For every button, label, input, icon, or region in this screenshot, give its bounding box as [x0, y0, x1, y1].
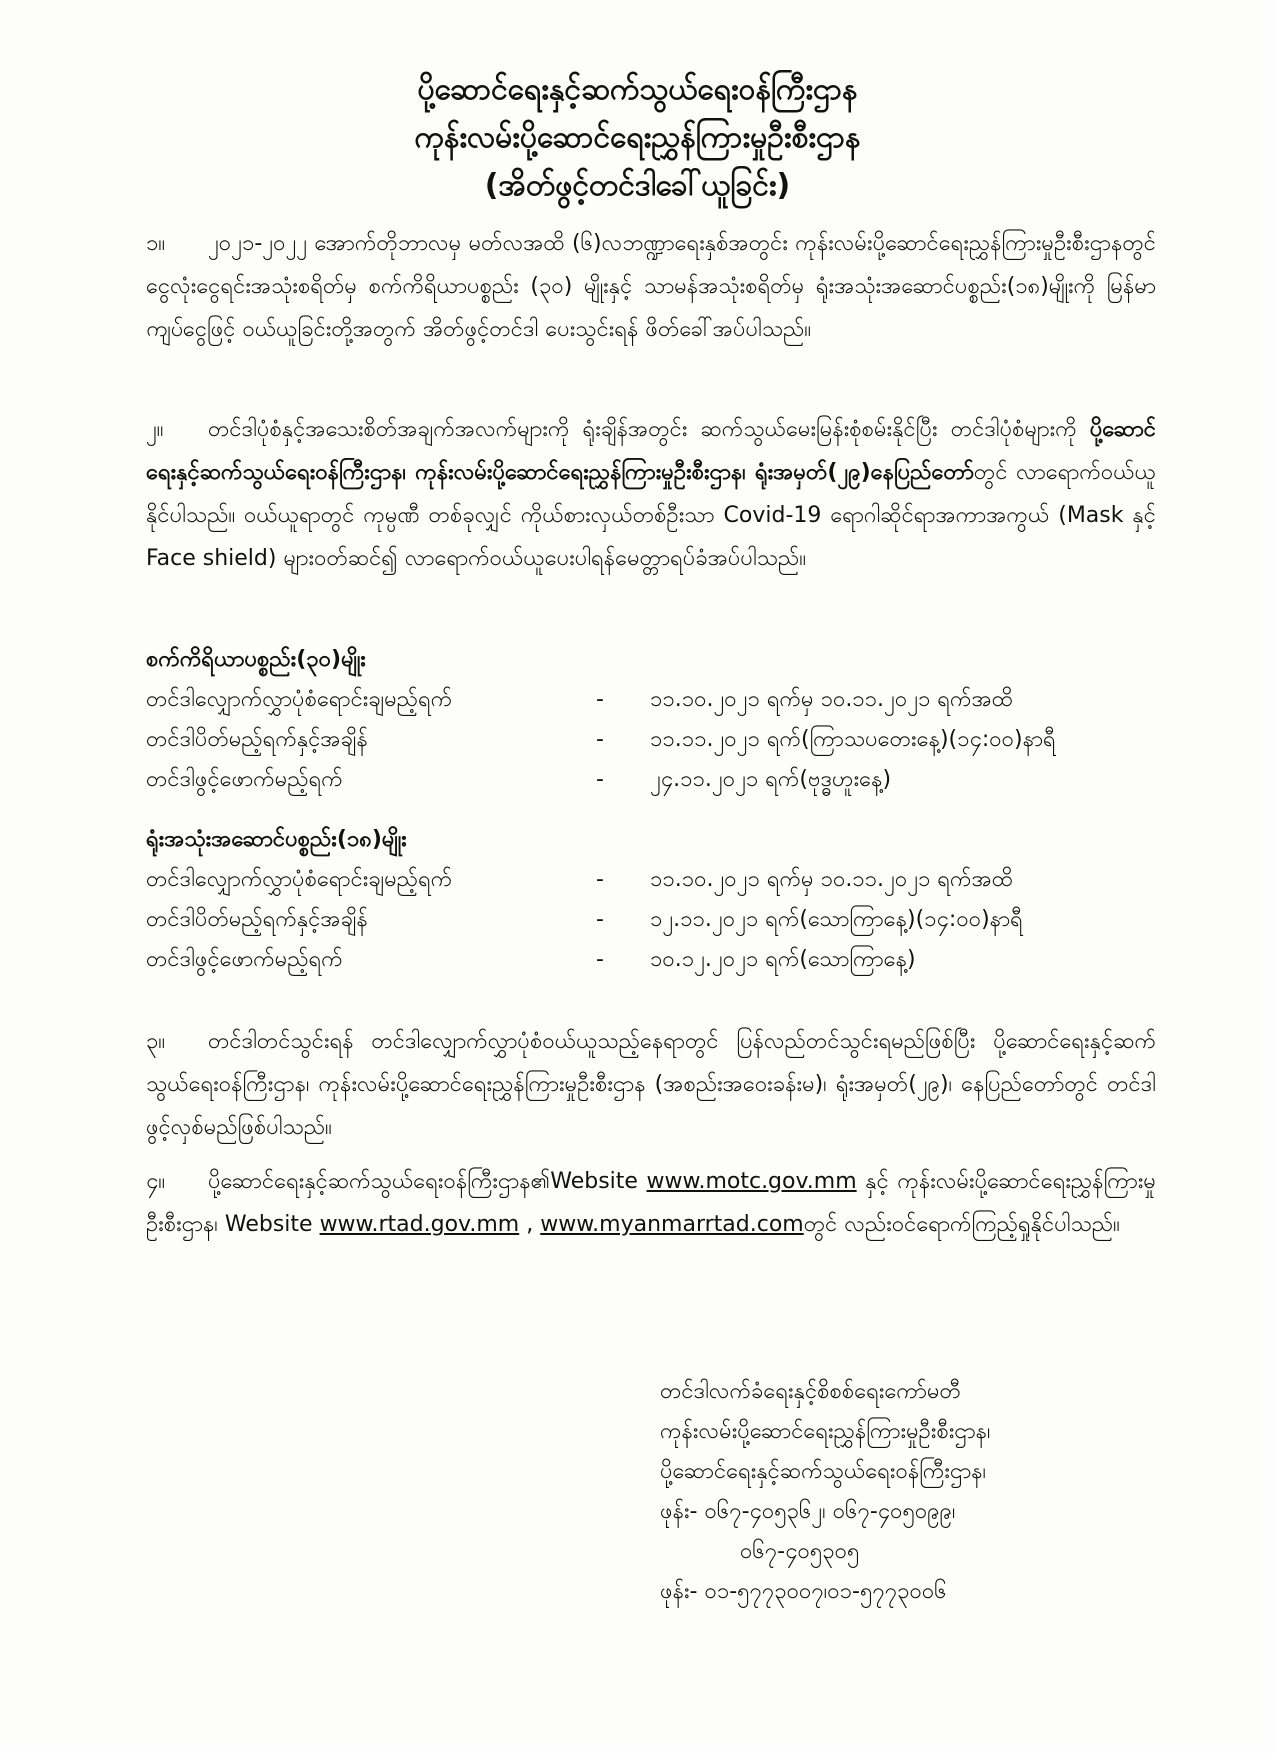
schedule-dash: -	[596, 727, 604, 752]
notice-title: (အိတ်ဖွင့်တင်ဒါခေါ်ယူခြင်း)	[484, 168, 791, 203]
schedule-label: တင်ဒါလျှောက်လွှာပုံစံရောင်းချမည့်ရက်	[146, 687, 453, 712]
phone-line-3: ဖုန်း- ၀၁-၅၇၇၃၀၀၇၊၀၁-၅၇၇၃၀၀၆	[660, 1579, 947, 1604]
paragraph-text: တင်ဒါတင်သွင်းရန် တင်ဒါလျှောက်လွှာပုံစံဝယ်ယူသည့်နေရာတွင် ပြန်လည်တင်သွင်းရမည်ဖြစ်ပြီး ပို့ဆောင်ရေးနှင့်ဆက်သွယ်ရေးဝန်ကြီးဌာန၊ ကုန်းလမ်းပို့ဆောင်ရေးညွှန်ကြားမှုဦးစီးဌာန (အစည်းအဝေးခန်းမ)၊ ရုံးအမှတ်(၂၉)၊ နေပြည်တော်တွင် တင်ဒါဖွင့်လှစ်မည်ဖြစ်ပါသည်။	[146, 1029, 1156, 1140]
department-title: ကုန်းလမ်းပို့ဆောင်ရေးညွှန်ကြားမှုဦးစီးဌာန	[414, 120, 861, 155]
schedule-machinery	[146, 640, 1156, 800]
schedule-row	[146, 940, 1156, 980]
schedule-office-supplies	[146, 820, 1156, 980]
phone-line-1: ဖုန်း- ၀၆၇-၄၀၅၃၆၂၊ ၀၆၇-၄၀၅၀၉၉၊	[660, 1499, 956, 1524]
paragraph-4	[146, 1160, 1156, 1246]
schedule-value: ၁၀.၁၂.၂၀၂၁ ရက်(သောကြာနေ့)	[650, 947, 916, 972]
schedule-label: တင်ဒါဖွင့်ဖောက်မည့်ရက်	[146, 947, 343, 972]
paragraph-number: ၁။	[146, 231, 166, 256]
committee-name: တင်ဒါလက်ခံရေးနှင့်စိစစ်ရေးကော်မတီ	[660, 1379, 961, 1404]
paragraph-text: ပို့ဆောင်ရေးနှင့်ဆက်သွယ်ရေးဝန်ကြီးဌာန၏Website	[208, 1169, 638, 1194]
signature-department: ကုန်းလမ်းပို့ဆောင်ရေးညွှန်ကြားမှုဦးစီးဌာန၊	[660, 1419, 991, 1444]
schedule-heading: ရုံးအသုံးအဆောင်ပစ္စည်း(၁၈)မျိုး	[146, 827, 407, 852]
schedule-dash: -	[596, 947, 604, 972]
schedule-value: ၁၁.၁၀.၂၀၂၁ ရက်မှ ၁၀.၁၁.၂၀၂၁ ရက်အထိ	[650, 687, 1014, 712]
schedule-row	[146, 760, 1156, 800]
paragraph-bold-location: ပို့ဆောင်ရေးနှင့်ဆက်သွယ်ရေးဝန်ကြီးဌာန၊ ကုန်းလမ်းပို့ဆောင်ရေးညွှန်ကြားမှုဦးစီးဌာန၊ ရုံးအမှတ်(၂၉)နေပြည်တော်	[146, 417, 1156, 485]
schedule-dash: -	[596, 767, 604, 792]
signature-ministry: ပို့ဆောင်ရေးနှင့်ဆက်သွယ်ရေးဝန်ကြီးဌာန၊	[660, 1459, 987, 1484]
paragraph-text: ၂၀၂၁-၂၀၂၂ အောက်တိုဘာလမှ မတ်လအထိ (၆)လဘဏ္ဍာရေးနှစ်အတွင်း ကုန်းလမ်းပို့ဆောင်ရေးညွှန်ကြားမှုဦးစီးဌာနတွင် ငွေလုံးငွေရင်းအသုံးစရိတ်မှ စက်ကိရိယာပစ္စည်း (၃၀) မျိုးနှင့် သာမန်အသုံးစရိတ်မှ ရုံးအသုံးအဆောင်ပစ္စည်း(၁၈)မျိုးကို မြန်မာကျပ်ငွေဖြင့် ဝယ်ယူခြင်းတို့အတွက် အိတ်ဖွင့်တင်ဒါ ပေးသွင်းရန် ဖိတ်ခေါ်အပ်ပါသည်။	[146, 231, 1156, 342]
paragraph-3	[146, 1020, 1156, 1149]
paragraph-text: တင်ဒါပုံစံနှင့်အသေးစိတ်အချက်အလက်များကို ရုံးချိန်အတွင်း ဆက်သွယ်မေးမြန်းစုံစမ်းနိုင်ပြီး တင်ဒါပုံစံများကို	[208, 417, 1077, 442]
paragraph-text-end: တွင် လည်းဝင်ရောက်ကြည့်ရှုနိုင်ပါသည်။	[803, 1212, 1120, 1237]
ministry-title: ပို့ဆောင်ရေးနှင့်ဆက်သွယ်ရေးဝန်ကြီးဌာန	[417, 72, 858, 107]
schedule-label: တင်ဒါပိတ်မည့်ရက်နှင့်အချိန်	[146, 727, 368, 752]
paragraph-1	[146, 222, 1156, 351]
paragraph-number: ၃။	[146, 1029, 166, 1054]
schedule-value: ၁၁.၁၁.၂၀၂၁ ရက်(ကြာသပတေးနေ့)(၁၄:၀၀)နာရီ	[650, 727, 1056, 752]
myanmarrtad-website-link[interactable]: www.myanmarrtad.com	[540, 1212, 804, 1237]
paragraph-text-continued: နှင့် ကုန်းလမ်းပို့ဆောင်ရေးညွှန်ကြားမှုဦးစီးဌာန၊ Website	[146, 1169, 1156, 1237]
schedule-dash: -	[596, 907, 604, 932]
notice-header	[0, 66, 1275, 210]
paragraph-number: ၂။	[146, 417, 164, 442]
schedule-dash: -	[596, 687, 604, 712]
schedule-dash: -	[596, 867, 604, 892]
schedule-label: တင်ဒါဖွင့်ဖောက်မည့်ရက်	[146, 767, 343, 792]
paragraph-text-continued: တွင် လာရောက်ဝယ်ယူနိုင်ပါသည်။ ဝယ်ယူရာတွင် ကုမ္ပဏီ တစ်ခုလျှင် ကိုယ်စားလှယ်တစ်ဦးသာ Covid-19 ရောဂါဆိုင်ရာအကာအကွယ် (Mask နှင့် Face shield) များဝတ်ဆင်၍ လာရောက်ဝယ်ယူပေးပါရန်မေတ္တာရပ်ခံအပ်ပါသည်။	[146, 460, 1156, 571]
schedule-row	[146, 900, 1156, 940]
schedule-row	[146, 720, 1156, 760]
rtad-website-link[interactable]: www.rtad.gov.mm	[319, 1212, 520, 1237]
schedule-label: တင်ဒါလျှောက်လွှာပုံစံရောင်းချမည့်ရက်	[146, 867, 453, 892]
schedule-row	[146, 680, 1156, 720]
schedule-value: ၁၂.၁၁.၂၀၂၁ ရက်(သောကြာနေ့)(၁၄:၀၀)နာရီ	[650, 907, 1023, 932]
paragraph-number: ၄။	[146, 1169, 166, 1194]
schedule-row	[146, 860, 1156, 900]
motc-website-link[interactable]: www.motc.gov.mm	[646, 1169, 857, 1194]
schedule-heading: စက်ကိရိယာပစ္စည်း(၃၀)မျိုး	[146, 647, 366, 672]
schedule-label: တင်ဒါပိတ်မည့်ရက်နှင့်အချိန်	[146, 907, 368, 932]
paragraph-2	[146, 408, 1156, 580]
schedule-value: ၂၄.၁၁.၂၀၂၁ ရက်(ဗုဒ္ဓဟူးနေ့)	[650, 767, 892, 792]
signature-block	[660, 1372, 991, 1612]
link-separator: ,	[526, 1212, 534, 1237]
phone-line-2: ၀၆၇-၄၀၅၃၀၅	[740, 1539, 860, 1564]
schedule-value: ၁၁.၁၀.၂၀၂၁ ရက်မှ ၁၀.၁၁.၂၀၂၁ ရက်အထိ	[650, 867, 1014, 892]
